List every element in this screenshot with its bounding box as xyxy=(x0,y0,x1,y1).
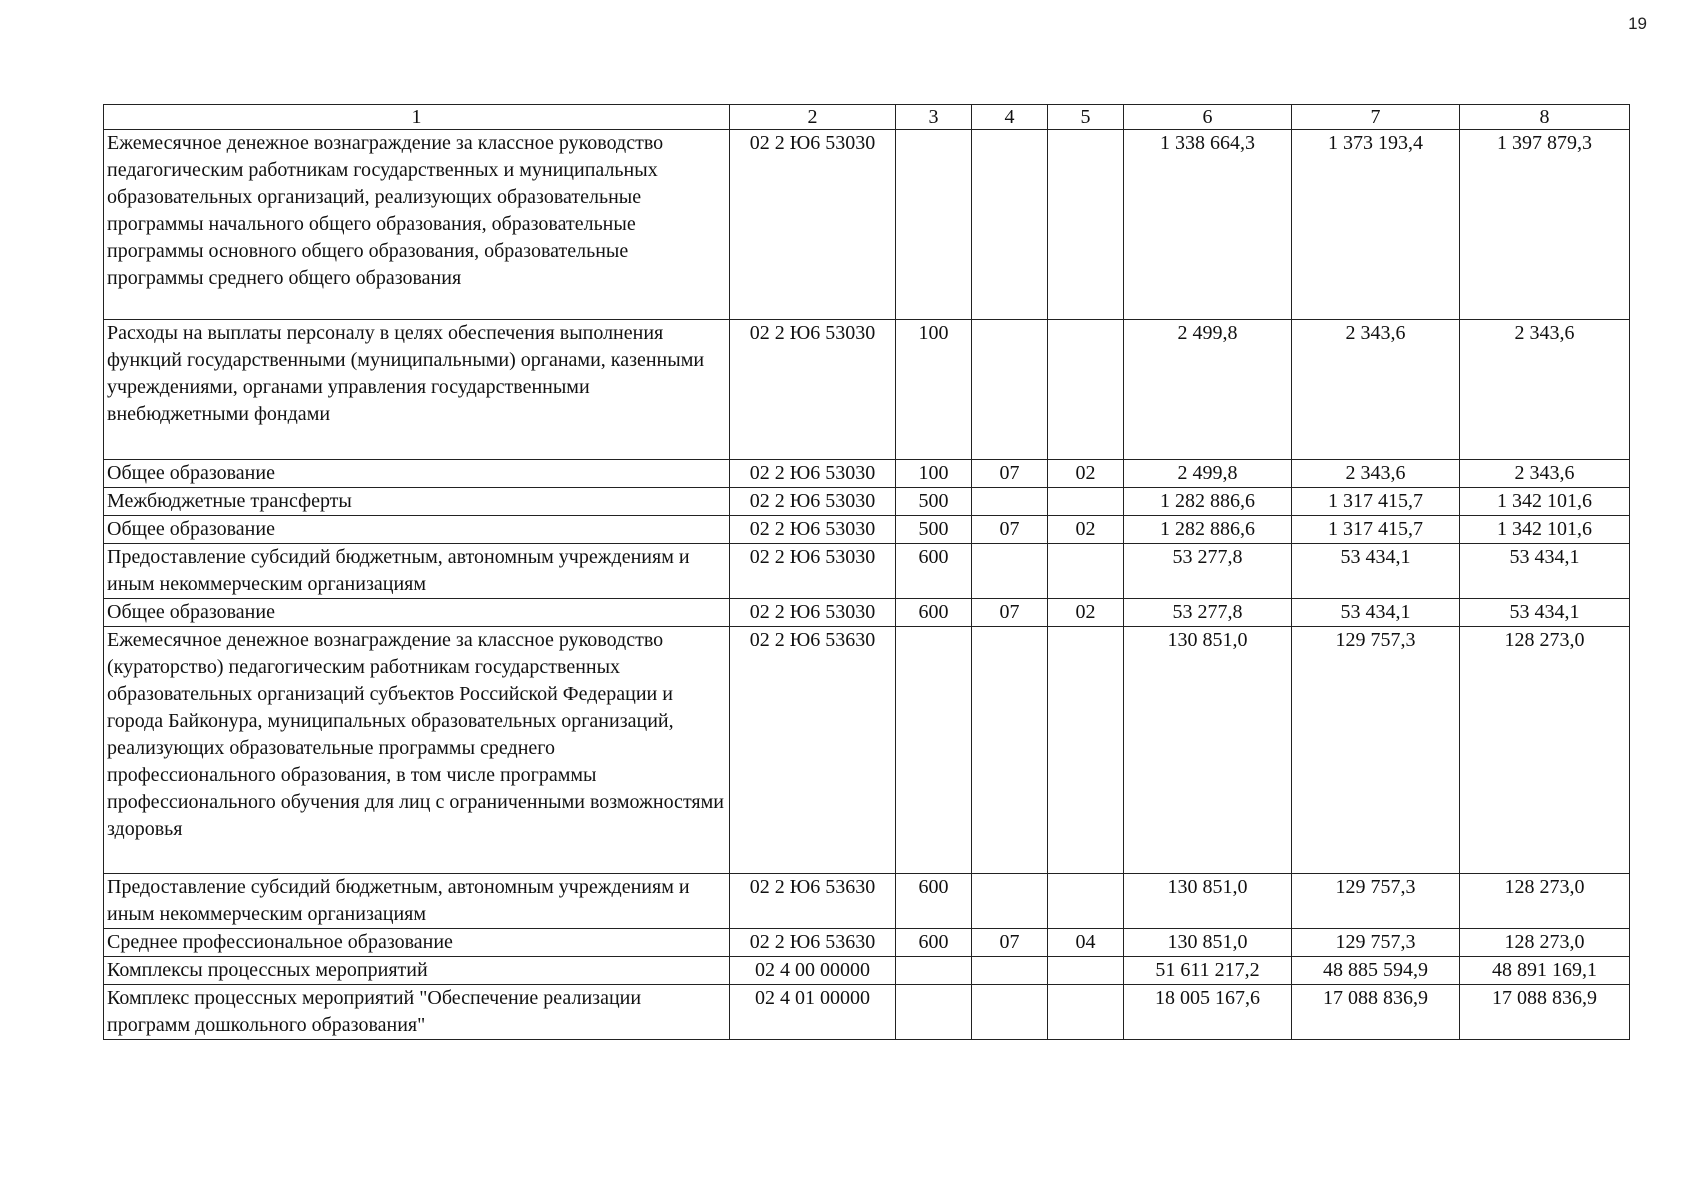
row-value-6: 130 851,0 xyxy=(1124,627,1292,874)
row-col5: 02 xyxy=(1048,599,1124,627)
row-value-8: 1 342 101,6 xyxy=(1460,516,1630,544)
row-col4 xyxy=(972,627,1048,874)
row-value-6: 130 851,0 xyxy=(1124,929,1292,957)
row-name: Предоставление субсидий бюджетным, автономным учреждениям и иным некоммерческим организациям xyxy=(104,544,730,599)
table-row xyxy=(104,627,1630,874)
row-code: 02 2 Ю6 53030 xyxy=(730,599,896,627)
row-value-7: 2 343,6 xyxy=(1292,320,1460,460)
row-value-7: 53 434,1 xyxy=(1292,599,1460,627)
row-code: 02 2 Ю6 53630 xyxy=(730,627,896,874)
row-col5 xyxy=(1048,985,1124,1040)
row-name: Ежемесячное денежное вознаграждение за классное руководство (кураторство) педагогическим работникам государственных образовательных организаций субъектов Российской Федерации и города Байконура, муниципальных образовательных организаций, реализующих образовательные программы среднего профессионального образования, в том числе программы профессионального обучения для лиц с ограниченными возможностями здоровья xyxy=(104,627,730,874)
row-col4: 07 xyxy=(972,929,1048,957)
row-col5 xyxy=(1048,320,1124,460)
row-col3: 500 xyxy=(896,516,972,544)
column-header: 7 xyxy=(1292,105,1460,130)
row-col3: 600 xyxy=(896,599,972,627)
row-col4 xyxy=(972,130,1048,320)
row-value-8: 128 273,0 xyxy=(1460,627,1630,874)
row-name: Комплекс процессных мероприятий "Обеспечение реализации программ дошкольного образования" xyxy=(104,985,730,1040)
row-name: Общее образование xyxy=(104,460,730,488)
row-value-6: 53 277,8 xyxy=(1124,599,1292,627)
row-value-6: 18 005 167,6 xyxy=(1124,985,1292,1040)
table-row xyxy=(104,460,1630,488)
row-col3 xyxy=(896,627,972,874)
row-code: 02 2 Ю6 53030 xyxy=(730,130,896,320)
row-value-8: 2 343,6 xyxy=(1460,460,1630,488)
row-value-7: 1 317 415,7 xyxy=(1292,516,1460,544)
row-value-8: 17 088 836,9 xyxy=(1460,985,1630,1040)
row-col5 xyxy=(1048,488,1124,516)
table-row xyxy=(104,874,1630,929)
column-header: 3 xyxy=(896,105,972,130)
row-code: 02 2 Ю6 53030 xyxy=(730,544,896,599)
row-col4 xyxy=(972,320,1048,460)
row-code: 02 2 Ю6 53630 xyxy=(730,929,896,957)
table-header-row xyxy=(104,105,1630,130)
row-col4 xyxy=(972,957,1048,985)
row-value-8: 128 273,0 xyxy=(1460,929,1630,957)
row-col3: 600 xyxy=(896,929,972,957)
row-value-7: 129 757,3 xyxy=(1292,874,1460,929)
row-value-6: 2 499,8 xyxy=(1124,320,1292,460)
row-col4 xyxy=(972,874,1048,929)
row-col4: 07 xyxy=(972,460,1048,488)
table-row xyxy=(104,320,1630,460)
row-col3: 600 xyxy=(896,874,972,929)
row-col5 xyxy=(1048,874,1124,929)
column-header: 1 xyxy=(104,105,730,130)
page-number: 19 xyxy=(1628,14,1647,33)
table-row xyxy=(104,544,1630,599)
row-value-8: 48 891 169,1 xyxy=(1460,957,1630,985)
row-col5 xyxy=(1048,627,1124,874)
row-col5 xyxy=(1048,957,1124,985)
table-row xyxy=(104,599,1630,627)
row-col3 xyxy=(896,130,972,320)
table-row xyxy=(104,985,1630,1040)
row-code: 02 2 Ю6 53030 xyxy=(730,488,896,516)
row-col4: 07 xyxy=(972,516,1048,544)
row-col5: 02 xyxy=(1048,516,1124,544)
row-col3: 500 xyxy=(896,488,972,516)
row-value-7: 1 317 415,7 xyxy=(1292,488,1460,516)
row-code: 02 4 00 00000 xyxy=(730,957,896,985)
row-col5 xyxy=(1048,130,1124,320)
row-name: Ежемесячное денежное вознаграждение за классное руководство педагогическим работникам государственных и муниципальных образовательных организаций, реализующих образовательные программы начального общего образования, образовательные программы основного общего образования, образовательные программы среднего общего образования xyxy=(104,130,730,320)
row-col3: 600 xyxy=(896,544,972,599)
row-value-8: 2 343,6 xyxy=(1460,320,1630,460)
row-name: Межбюджетные трансферты xyxy=(104,488,730,516)
row-col4 xyxy=(972,488,1048,516)
row-value-8: 128 273,0 xyxy=(1460,874,1630,929)
row-col4 xyxy=(972,985,1048,1040)
budget-table xyxy=(103,104,1630,1040)
row-col4 xyxy=(972,544,1048,599)
column-header: 4 xyxy=(972,105,1048,130)
row-code: 02 2 Ю6 53030 xyxy=(730,516,896,544)
column-header: 6 xyxy=(1124,105,1292,130)
row-value-6: 2 499,8 xyxy=(1124,460,1292,488)
column-header: 2 xyxy=(730,105,896,130)
row-name: Общее образование xyxy=(104,516,730,544)
row-value-8: 1 342 101,6 xyxy=(1460,488,1630,516)
row-name: Среднее профессиональное образование xyxy=(104,929,730,957)
table-row xyxy=(104,957,1630,985)
row-value-7: 53 434,1 xyxy=(1292,544,1460,599)
column-header: 8 xyxy=(1460,105,1630,130)
column-header: 5 xyxy=(1048,105,1124,130)
row-code: 02 2 Ю6 53030 xyxy=(730,320,896,460)
row-col3 xyxy=(896,985,972,1040)
row-value-6: 51 611 217,2 xyxy=(1124,957,1292,985)
row-value-7: 129 757,3 xyxy=(1292,929,1460,957)
row-code: 02 2 Ю6 53030 xyxy=(730,460,896,488)
table-row xyxy=(104,929,1630,957)
row-value-7: 17 088 836,9 xyxy=(1292,985,1460,1040)
row-value-8: 53 434,1 xyxy=(1460,599,1630,627)
row-value-7: 2 343,6 xyxy=(1292,460,1460,488)
row-col3 xyxy=(896,957,972,985)
row-name: Общее образование xyxy=(104,599,730,627)
row-col3: 100 xyxy=(896,460,972,488)
row-name: Комплексы процессных мероприятий xyxy=(104,957,730,985)
row-value-7: 1 373 193,4 xyxy=(1292,130,1460,320)
row-col5: 02 xyxy=(1048,460,1124,488)
row-code: 02 2 Ю6 53630 xyxy=(730,874,896,929)
row-value-6: 1 338 664,3 xyxy=(1124,130,1292,320)
row-value-6: 130 851,0 xyxy=(1124,874,1292,929)
table-row xyxy=(104,488,1630,516)
row-value-8: 1 397 879,3 xyxy=(1460,130,1630,320)
row-name: Расходы на выплаты персоналу в целях обеспечения выполнения функций государственными (муниципальными) органами, казенными учреждениями, органами управления государственными внебюджетными фондами xyxy=(104,320,730,460)
row-col5 xyxy=(1048,544,1124,599)
row-value-8: 53 434,1 xyxy=(1460,544,1630,599)
row-value-7: 48 885 594,9 xyxy=(1292,957,1460,985)
row-name: Предоставление субсидий бюджетным, автономным учреждениям и иным некоммерческим организациям xyxy=(104,874,730,929)
row-code: 02 4 01 00000 xyxy=(730,985,896,1040)
row-col5: 04 xyxy=(1048,929,1124,957)
row-col3: 100 xyxy=(896,320,972,460)
row-value-6: 1 282 886,6 xyxy=(1124,488,1292,516)
row-value-7: 129 757,3 xyxy=(1292,627,1460,874)
row-col4: 07 xyxy=(972,599,1048,627)
row-value-6: 53 277,8 xyxy=(1124,544,1292,599)
table-row xyxy=(104,516,1630,544)
table-row xyxy=(104,130,1630,320)
row-value-6: 1 282 886,6 xyxy=(1124,516,1292,544)
